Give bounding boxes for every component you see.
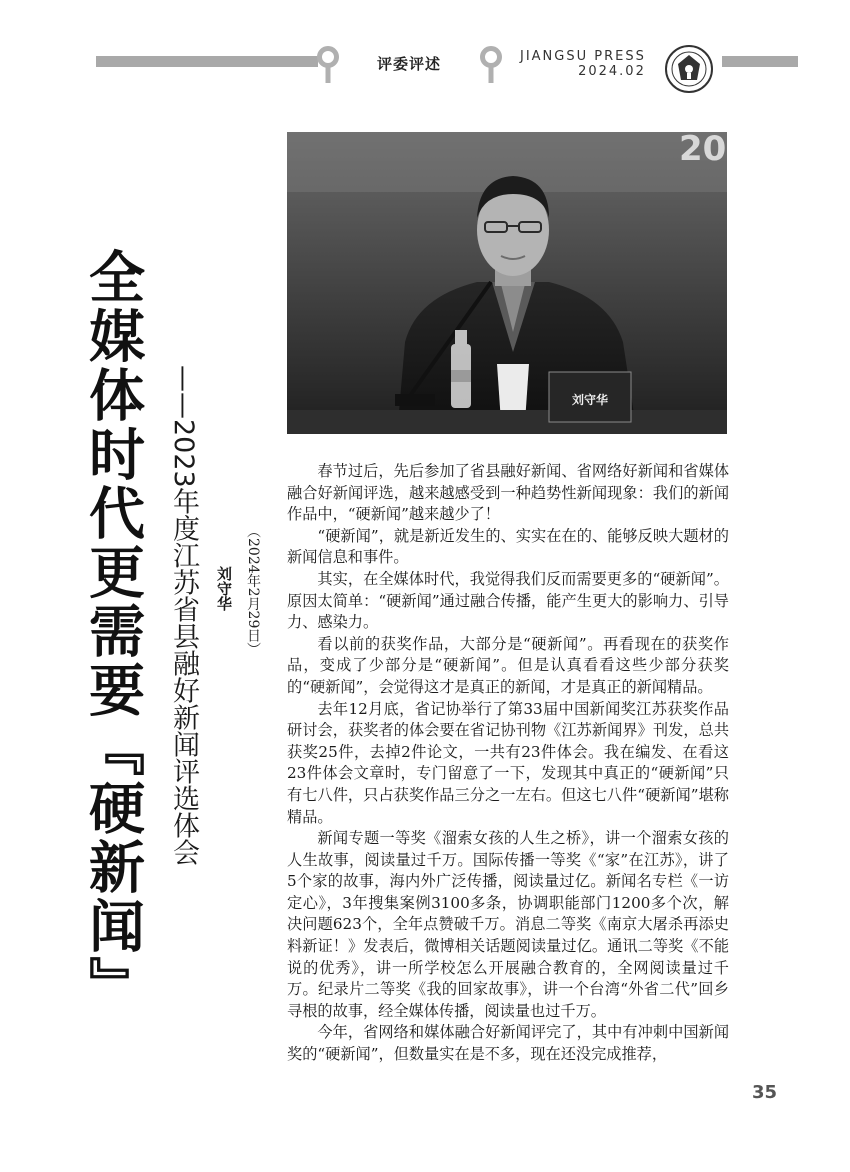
pin-icon: [477, 46, 505, 84]
article-body: [287, 461, 729, 1066]
paragraph: 春节过后，先后参加了省县融好新闻、省网络好新闻和省媒体融合好新闻评选，越来越感受到一种趋势性新闻现象：我们的新闻作品中，“硬新闻”越来越少了！: [287, 462, 729, 524]
paragraph: 去年12月底，省记协举行了第33届中国新闻奖江苏获奖作品研讨会，获奖者的体会要在省记协刊物《江苏新闻界》刊发，总共获奖25件，去掉2件论文，一共有23件体会。我在编发、在看这23件体会文章时，专门留意了一下，发现其中真正的“硬新闻”只有七八件，只占获奖作品三分之一左右。但这七八件“硬新闻”堪称精品。: [287, 699, 729, 826]
header-bar-right: [722, 56, 798, 67]
journal-logo-icon: [664, 44, 714, 94]
author-name: 刘守华: [215, 566, 233, 611]
paragraph: 新闻专题一等奖《溜索女孩的人生之桥》，讲一个溜索女孩的人生故事，阅读量过千万。国际传播一等奖《“家”在江苏》，讲了5个家的故事，海内外广泛传播，阅读量过亿。新闻名专栏《一访定心》，3年搜集案例3100多条，协调职能部门1200多个次，解决问题623个，全年点赞破千万。消息二等奖《南京大屠杀再添史料新证！》发表后，微博相关话题阅读量过亿。通讯二等奖《不能说的优秀》，讲一所学校怎么开展融合教育的，全网阅读量过千万。纪录片二等奖《我的回家故事》，讲一个台湾“外省二代”回乡寻根的故事，经全媒体传播，阅读量也过千万。: [287, 829, 729, 1020]
article-date: （2024年2月29日）: [245, 524, 261, 657]
paragraph: 看以前的获奖作品，大部分是“硬新闻”。再看现在的获奖作品，变成了少部分是“硬新闻”。但是认真看看这些少部分获奖的“硬新闻”，会觉得这才是真正的新闻，才是真正的新闻精品。: [287, 634, 729, 696]
paragraph: “硬新闻”，就是新近发生的、实实在在的、能够反映大题材的新闻信息和事件。: [287, 526, 729, 567]
paragraph: 其实，在全媒体时代，我觉得我们反而需要更多的“硬新闻”。原因太简单：“硬新闻”通过融合传播，能产生更大的影响力、引导力、感染力。: [287, 569, 729, 632]
article-subtitle: ——2023年度江苏省县融好新闻评选体会: [168, 365, 199, 866]
issue-number: 2024.02: [578, 64, 646, 79]
nameplate-text: 刘守华: [571, 393, 609, 407]
header-bar-left: [96, 56, 318, 67]
journal-name: [520, 49, 646, 79]
section-title: 评委评述: [377, 55, 442, 73]
press-name: JIANGSU PRESS: [520, 49, 646, 64]
paragraph: 今年，省网络和媒体融合好新闻评完了，其中有冲刺中国新闻奖的“硬新闻”，但数量实在是不多，现在还没完成推荐，: [287, 1023, 729, 1064]
article-title: 全媒体时代更需要『硬新闻』: [80, 248, 145, 1015]
page-number: 35: [752, 1082, 778, 1103]
backdrop-text: 20: [679, 132, 727, 169]
speaker-photo: [287, 132, 727, 434]
pin-icon: [314, 46, 342, 84]
